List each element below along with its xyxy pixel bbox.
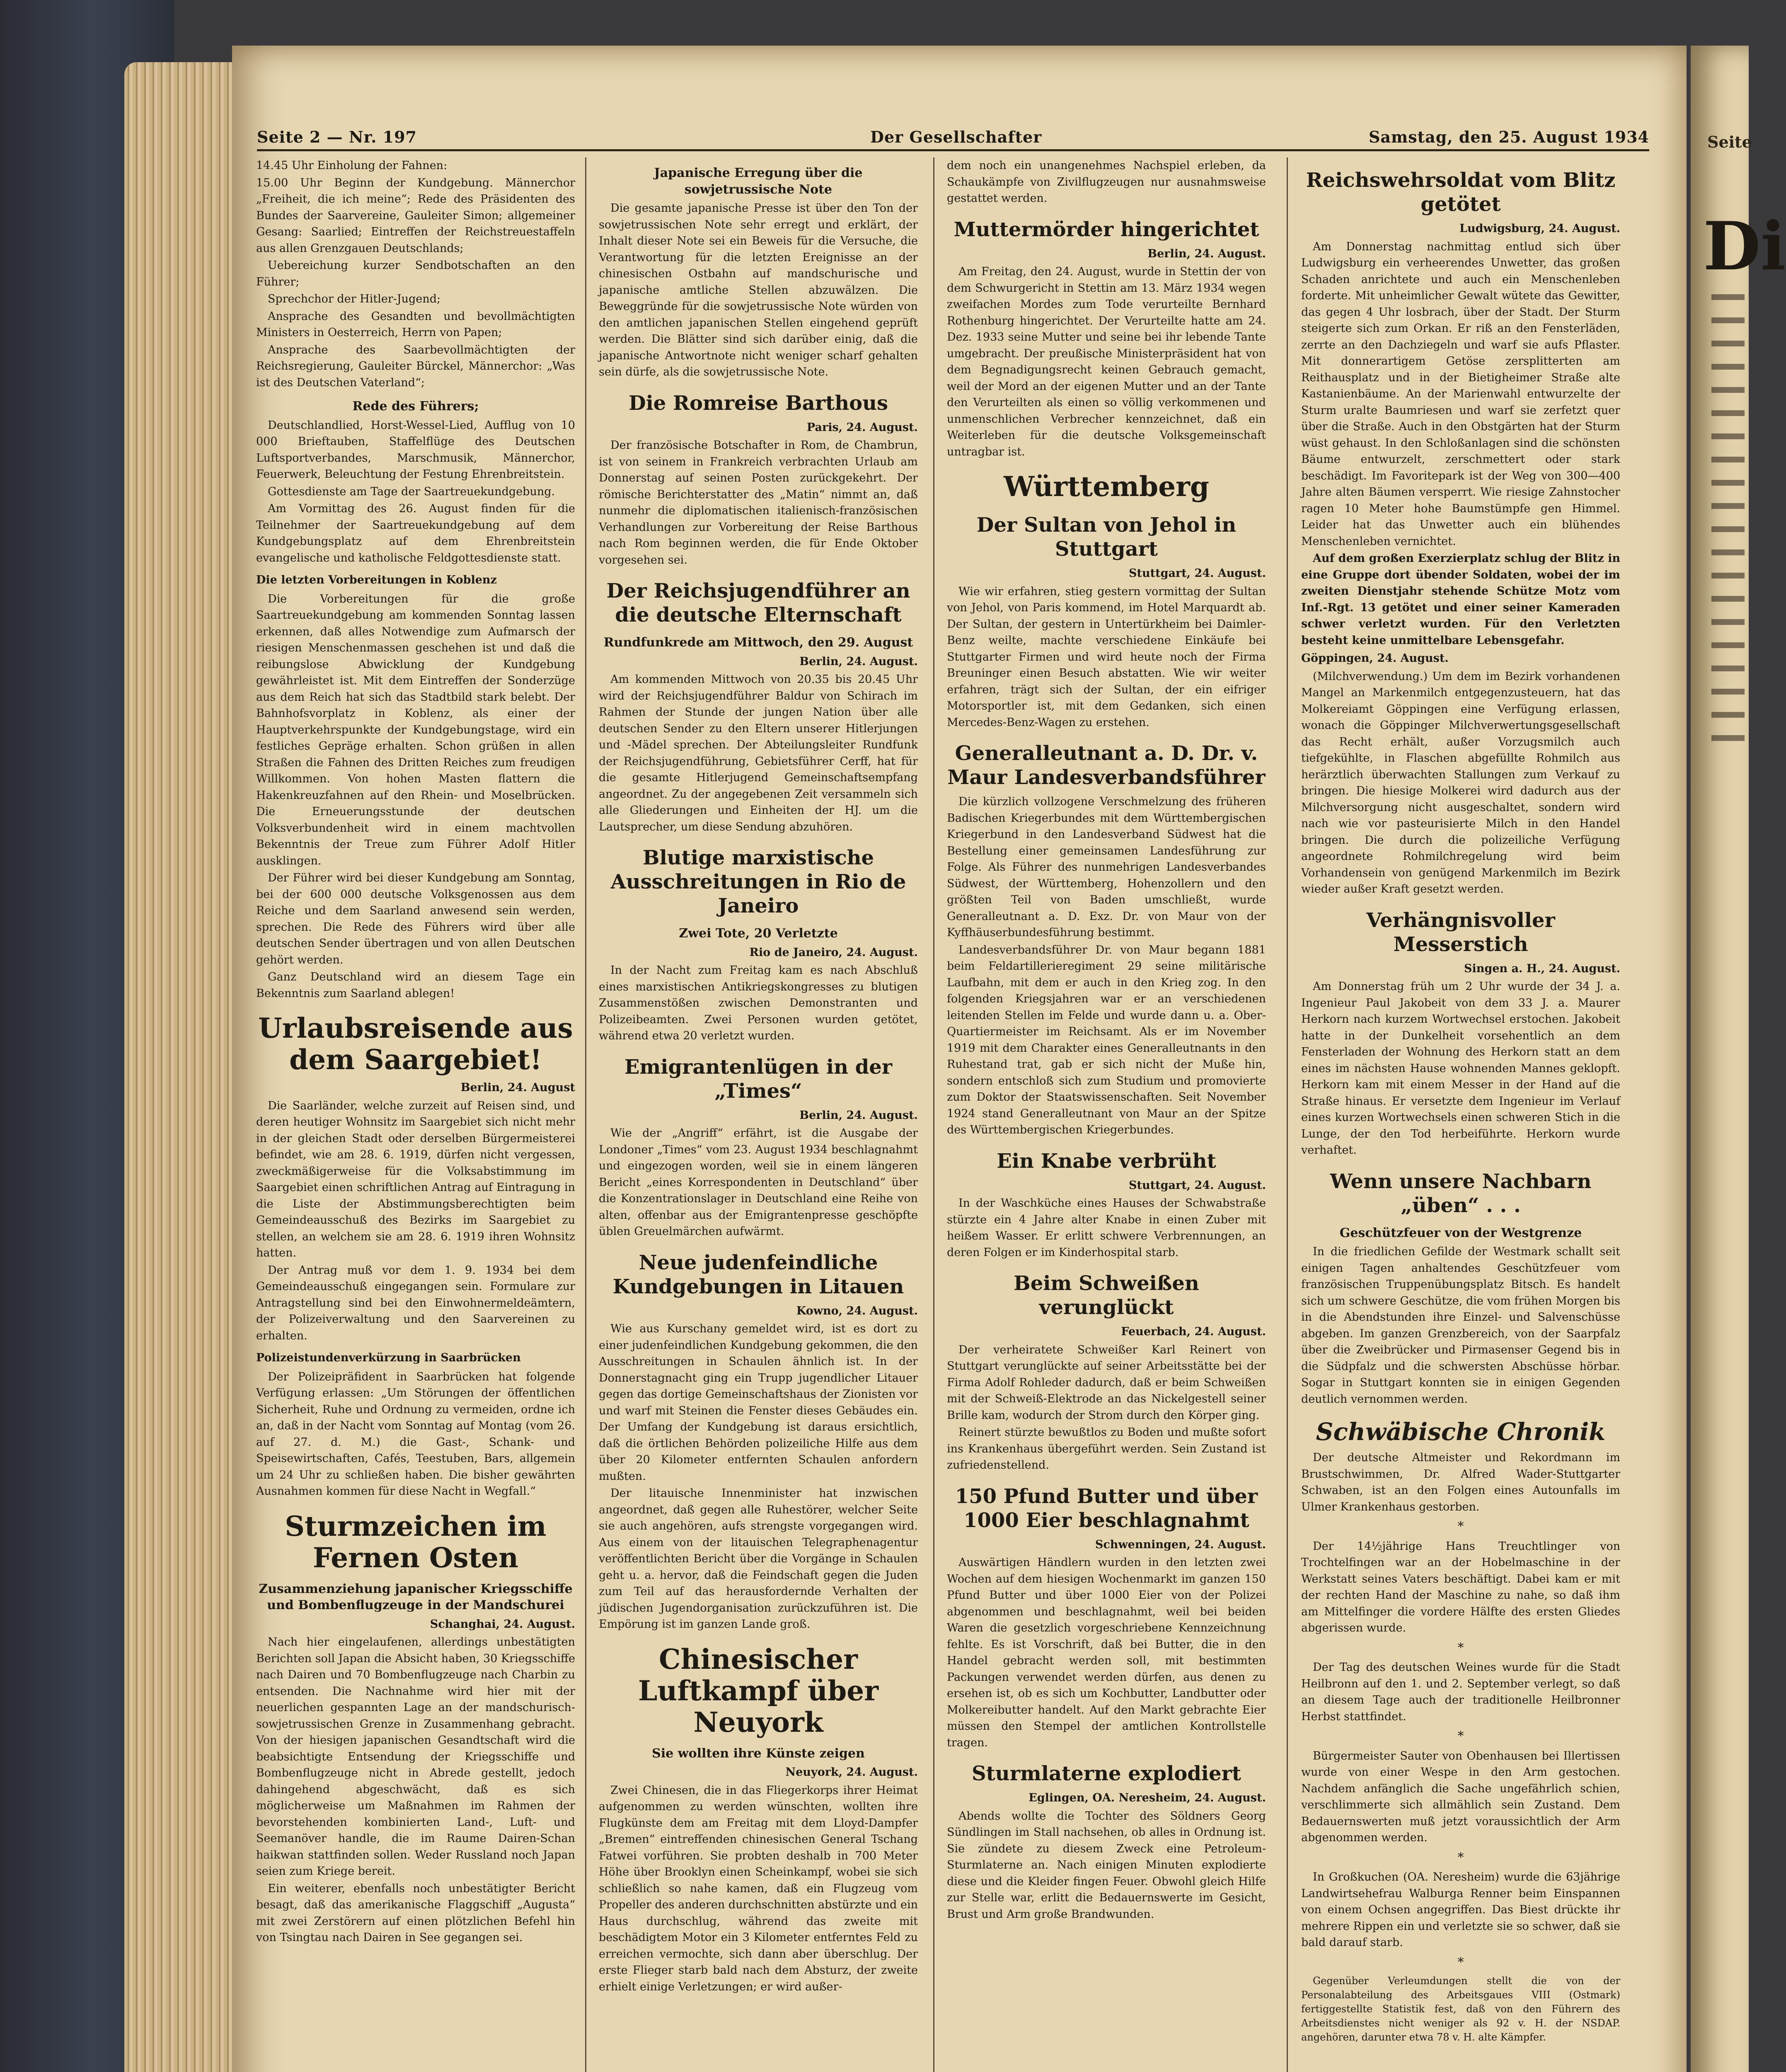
headline: Wenn unsere Nachbarn „üben“ . . . [1330,1169,1592,1217]
paragraph: Landesverbandsführer Dr. von Maur begann 1881 beim Feldartillerieregiment 29 seine militärische Laufbahn, mit dem er auch in den Krieg zog. In den folgenden Kriegsjahren war er an verschiedenen leitenden Stellen im Felde und wurde dann u. a. Ober-Quartiermeister im Reichsamt. Als er im November 1919 mit dem Charakter eines Generalleutnants in den Ruhestand trat, gab er sich nicht der Muße hin, sondern entschloß sich zum Studium und promovierte zum Doktor der Staatswissenschaften. Seit November 1924 stand Generalleutnant von Maur an der Spitze des Württembergischen Kriegerbundes. [947,943,1266,1136]
headline: Der Sultan von Jehol in Stuttgart [976,513,1237,561]
paragraph: Rede des Führers; [352,399,479,414]
separator-star: * [1457,1850,1464,1865]
column-rule [1287,157,1288,2072]
headline: Ein Knabe verbrüht [997,1149,1216,1173]
paragraph: Der französische Botschafter in Rom, de Chambrun, ist von seinem in Frankreich verbrachten Urlaub am Donnerstag auf seinen Posten zurückgekehrt. Der römische Berichterstatter des „Matin“ nimmt an, daß nunmehr die diplomatischen italienisch-französischen Verhandlungen zur Vorbereitung der Reise Barthous nach Rom beginnen werden, die für Ende Oktober vorgesehen sei. [599,439,918,566]
dateline: Rio de Janeiro, 24. August. [749,946,918,959]
paragraph: Der deutsche Altmeister und Rekordmann im Brustschwimmen, Dr. Alfred Wader-Stuttgarter Schwaben, ist an den Folgen eines Autounfalls im Ulmer Krankenhaus gestorben. [1301,1451,1620,1513]
headline: Urlaubsreisende aus dem Saargebiet! [258,1012,573,1076]
paragraph: Wie der „Angriff“ erfährt, ist die Ausgabe der Londoner „Times“ vom 23. August 1934 beschlagnahmt und eingezogen worden, weil sie in einem längeren Bericht „eines Korrespondenten in Deutschland“ über die Konzentrationslager in Deutschland eine Reihe von alten, offenbar aus der Emigrantenpresse geschöpfte üblen Greuelmärchen aufwärmt. [599,1127,918,1238]
headline: Beim Schweißen verunglückt [1014,1272,1199,1319]
subheadline: Geschützfeuer von der Westgrenze [1339,1225,1582,1240]
next-page-label: Seite [1707,133,1752,151]
next-page-initial: Di [1703,207,1786,285]
page-number: Seite 2 — Nr. 197 [257,128,417,146]
dateline: Stuttgart, 24. August. [1129,1179,1266,1192]
dateline: Berlin, 24. August. [799,655,918,668]
paragraph: Am Donnerstag nachmittag entlud sich über Ludwigsburg ein verheerendes Unwetter, das großen Schaden anrichtete und auch ein Menschenleben forderte. Mit unheimlicher Gewalt wütete das Gewitter, das gegen 4 Uhr losbrach, über der Stadt. Der Sturm steigerte sich zum Orkan. Er riß an den Fensterläden, zerrte an den Dachziegeln und warf sie aufs Pflaster. Mit donnerartigem Getöse zersplitterten am Reithausplatz und in der Bietigheimer Straße alte Kastanienbäume. An der Marienwahl entwurzelte der Sturm uralte Baumriesen und warf sie zerfetzt quer über die Straße. Auch in den Obstgärten hat der Sturm wüst gehaust. In den Schloßanlagen sind die schönsten Bäume entwurzelt, zerschmettert oder stark beschädigt. Im Favoritepark ist der Weg von 300—400 Jahre alten Bäumen versperrt. Wie riesige Zahnstocher ragen 10 Meter hohe Baumstümpfe gen Himmel. Leider hat das Unwetter auch ein blühendes Menschenleben vernichtet. [1301,240,1620,548]
paragraph: Am kommenden Mittwoch von 20.35 bis 20.45 Uhr wird der Reichsjugendführer Baldur von Schirach im Rahmen der Stunde der jungen Nation über alle deutschen Sender zu den Eltern unserer Hitlerjungen und -Mädel sprechen. Der Abteilungsleiter Rundfunk der Reichsjugendführung, Gebietsführer Cerff, hat für die gesamte Hitlerjugend Gemeinschaftsempfang angeordnet. Zu der angegebenen Zeit versammeln sich alle Gliederungen und Einheiten der HJ. um die Lautsprecher, um diese Sendung abzuhören. [599,673,918,833]
headline: Sturmlaterne explodiert [971,1762,1241,1785]
paragraph: dem noch ein unangenehmes Nachspiel erleben, da Schaukämpfe von Zivilflugzeugen nur ausnahmsweise gestattet werden. [947,159,1266,205]
headline: Verhängnisvoller Messerstich [1366,908,1555,956]
column-4 [1301,157,1620,2072]
separator-star: * [1457,1519,1464,1534]
paragraph: Wie wir erfahren, stieg gestern vormittag der Sultan von Jehol, von Paris kommend, im Hotel Marquardt ab. Der Sultan, der gestern in Untertürkheim bei Daimler-Benz weilte, machte verschiedene Einkäufe bei Stuttgarter Firmen und wird heute noch der Firma Breuninger einen Besuch abstatten. Wie wir weiter erfahren, trägt sich der Sultan, der ein eifriger Motorsportler ist, mit dem Gedanken, sich einen Mercedes-Benz-Wagen zu erstehen. [947,585,1266,729]
headline: Sturmzeichen im Fernen Osten [285,1510,547,1574]
paragraph: Der litauische Innenminister hat inzwischen angeordnet, daß gegen alle Ruhestörer, welcher Seite sie auch angehören, aufs strengste vorgegangen wird. Aus einem von der litauischen Telegraphenagentur veröffentlichten Bericht über die Vorgänge in Schaulen geht u. a. hervor, daß die Feindschaft gegen die Juden zum Teil auf das herausfordernde Verhalten der jüdischen Jugendorganisation zurückzuführen ist. Die Empörung ist im ganzen Lande groß. [599,1487,918,1631]
paragraph: Der Führer wird bei dieser Kundgebung am Sonntag, bei der 600 000 deutsche Volksgenossen aus dem Reiche und dem Saarland anwesend sein werden, sprechen. Die Rede des Führers wird über alle deutschen Sender übertragen und von allen Deutschen gehört werden. [256,871,575,966]
paragraph: Auswärtigen Händlern wurden in den letzten zwei Wochen auf dem hiesigen Wochenmarkt im ganzen 150 Pfund Butter und über 1000 Eier von der Polizei abgenommen und beschlagnahmt, weil bei beiden Waren die gesetzlich vorgeschriebene Kennzeichnung fehlte. Es ist Vorschrift, daß bei Butter, die in den Handel gebracht werden soll, mit bestimmten Packungen verwendet werden dürfen, aus denen zu ersehen ist, ob es sich um Kochbutter, Landbutter oder Molkereibutter handelt. Auf den Markt gebrachte Eier müssen den Stempel der amtlichen Kontrollstelle tragen. [947,1556,1266,1749]
paragraph: Ansprache des Gesandten und bevollmächtigten Ministers in Oesterreich, Herrn von Papen; [256,310,575,339]
paragraph: Deutschlandlied, Horst-Wessel-Lied, Aufflug von 10 000 Brieftauben, Staffelflüge des Deutschen Luftsportverbandes, Marschmusik, Männerchor, Feuerwerk, Beleuchtung der Festung Ehrenbreitstein. [256,419,575,481]
next-page-edge [1691,46,1786,2072]
headline: Blutige marxistische Ausschreitungen in Rio de Janeiro [610,846,906,917]
subheadline: Zwei Tote, 20 Verletzte [679,926,838,941]
dateline: Berlin, 24. August. [1147,247,1266,260]
paragraph: Zwei Chinesen, die in das Fliegerkorps ihrer Heimat aufgenommen zu werden wünschten, wollten ihre Flugkünste dem am Freitag mit dem Lloyd-Dampfer „Bremen“ eintreffenden chinesischen General Tschang Fatwei vorführen. Sie probten deshalb in 700 Meter Höhe über Brooklyn einen Scheinkampf, wobei sie sich schließlich so nahe kamen, daß ein Flugzeug vom Propeller des anderen durchschnitten abstürzte und ein Haus durchschlug, während das zweite mit beschädigtem Motor ein 3 Kilometer entferntes Feld zu erreichen vermochte, sich dann aber überschlug. Der erste Flieger starb bald nach dem Absturz, der zweite erhielt einige Verletzungen; er wird außer- [599,1784,918,1993]
column-3 [947,157,1266,2072]
dateline: Kowno, 24. August. [796,1304,918,1317]
paragraph: Am Freitag, den 24. August, wurde in Stettin der von dem Schwurgericht in Stettin am 13. März 1934 wegen zweifachen Mordes zum Tode verurteilte Bernhard Rothenburg hingerichtet. Der Verurteilte hatte am 24. Dez. 1933 seine Mutter und seine bei ihr lebende Tante umgebracht. Der preußische Ministerpräsident hat von dem Begnadigungsrecht keinen Gebrauch gemacht, weil der Mord an der eigenen Mutter und an der Tante den Verurteilten als einen so völlig verkommenen und unmenschlichen Verbrecher kennzeichnet, daß ein Weiterleben für die deutsche Volksgemeinschaft untragbar ist. [947,265,1266,458]
section-title: Schwäbische Chronik [1316,1418,1606,1446]
headline: Neue judenfeindliche Kundgebungen in Litauen [612,1251,904,1298]
paragraph: Der Tag des deutschen Weines wurde für die Stadt Heilbronn auf den 1. und 2. September verlegt, so daß an diesem Tage auch der traditionelle Heilbronner Herbst stattfindet. [1301,1661,1620,1723]
paragraph: Ganz Deutschland wird an diesem Tage ein Bekenntnis zum Saarland ablegen! [256,971,575,1000]
dateline: Ludwigsburg, 24. August. [1459,222,1620,235]
paragraph: 15.00 Uhr Beginn der Kundgebung. Männerchor „Freiheit, die ich meine“; Rede des Präsidenten des Bundes der Saarvereine, Gauleiter Simon; allgemeiner Gesang: Saarlied; Eintreffen der Reichstreuestaffeln aus allen Grenzgauen Deutschlands; [256,176,575,255]
headline: Die Romreise Barthous [628,391,888,415]
paragraph: Wie aus Kurschany gemeldet wird, ist es dort zu einer judenfeindlichen Kundgebung gekommen, die den Ausschreitungen in Schaulen ähnlich ist. In der Donnerstagnacht ging ein Trupp jugendlicher Litauer gegen das dortige Gemeinschaftshaus der Zionisten vor und warf mit Steinen die Fenster dieses Gebäudes ein. Der Umfang der Kundgebung ist daraus ersichtlich, daß die örtlichen Behörden polizeiliche Hilfe aus dem über 20 Kilometer entfernten Schaulen anfordern mußten. [599,1322,918,1483]
dateline: Stuttgart, 24. August. [1129,567,1266,580]
dateline: Eglingen, OA. Neresheim, 24. August. [1029,1791,1266,1804]
dateline: Schanghai, 24. August. [430,1617,575,1631]
dateline: Singen a. H., 24. August. [1464,962,1620,975]
page-header [257,124,1649,151]
dateline: Berlin, 24. August. [799,1109,918,1122]
paragraph: In Großkuchen (OA. Neresheim) wurde die 63jährige Landwirtsehefrau Walburga Renner beim Einspannen von einem Ochsen angegriffen. Das Biest drückte ihr mehrere Rippen ein und verletzte sie so schwer, daß sie bald darauf starb. [1301,1871,1620,1949]
subheadline: Zusammenziehung japanischer Kriegsschiffe und Bombenflugzeuge in der Mandschurei [259,1581,573,1612]
separator-star: * [1457,1729,1464,1743]
paragraph: Die gesamte japanische Presse ist über den Ton der sowjetrussischen Note sehr erregt und erklärt, der Inhalt dieser Note sei ein Beweis für die Versuche, die Verantwortung für die letzten Ereignisse an der chinesischen Ostbahn auf mandschurische und japanische amtliche Stellen abzuwälzen. Die Beweggründe für die sowjetrussische Note würden von den amtlichen japanischen Stellen eingehend geprüft werden. Die Blätter sind sich darüber einig, daß die japanische Antwortnote nicht weniger scharf gehalten sein dürfe, als die sowjetrussische Note. [599,202,918,378]
paragraph: In der Waschküche eines Hauses der Schwabstraße stürzte ein 4 Jahre alter Knabe in einen Zuber mit heißem Wasser. Er erlitt schwere Verbrennungen, an deren Folgen er im Kinderhospital starb. [947,1197,1266,1259]
dateline: Schwenningen, 24. August. [1095,1538,1266,1551]
headline: Chinesischer Luftkampf über Neuyork [638,1643,878,1738]
dateline: Neuyork, 24. August. [785,1766,918,1779]
issue-date: Samstag, den 25. August 1934 [1368,128,1649,146]
paragraph: Der Antrag muß vor dem 1. 9. 1934 bei dem Gemeindeausschuß eingegangen sein. Formulare zur Antragstellung sind bei den Einwohnermeldeämtern, der Polizeiverwaltung und den Saarvereinen zu erhalten. [256,1264,575,1342]
paragraph: Der verheiratete Schweißer Karl Reinert von Stuttgart verunglückte auf seiner Arbeitsstätte bei der Firma Adolf Rohleder dadurch, daß er beim Schweißen mit der Schweiß-Elektrode an das Nickelgestell seiner Brille kam, wodurch der Strom durch den Körper ging. [947,1343,1266,1422]
paragraph: Abends wollte die Tochter des Söldners Georg Sündlingen im Stall nachsehen, ob alles in Ordnung ist. Sie zündete zu diesem Zweck eine Petroleum-Sturmlaterne an. Nach einigen Minuten explodierte diese und die Kleider fingen Feuer. Obwohl gleich Hilfe zur Stelle war, erlitt die Bedauernswerte im Gesicht, Brust und Arm große Brandwunden. [947,1809,1266,1921]
paragraph: Ansprache des Saarbevollmächtigten der Reichsregierung, Gauleiter Bürckel, Männerchor: „Was ist des Deutschen Vaterland“; [256,343,575,389]
separator-star: * [1457,1640,1464,1655]
paragraph: Gegenüber Verleumdungen stellt die von der Personalabteilung des Arbeitsgaues VIII (Ostmark) fertiggestellte Statistik fest, daß von den Führern des Arbeitsdienstes nicht weniger als 92 v. H. der NSDAP. angehören, darunter etwa 78 v. H. alte Kämpfer. [1301,1975,1620,2043]
subheading: Polizeistundenverkürzung in Saarbrücken [256,1351,521,1364]
paragraph: Uebereichung kurzer Sendbotschaften an den Führer; [256,259,575,288]
column-2 [599,157,918,2072]
paragraph: Ein weiterer, ebenfalls noch unbestätigter Bericht besagt, daß das amerikanische Flaggschiff „Augusta“ mit zwei Zerstörern auf einen plötzlichen Befehl hin von Tsingtau nach Dairen in See gegangen sei. [256,1882,575,1944]
headline: 150 Pfund Butter und über 1000 Eier beschlagnahmt [955,1484,1258,1532]
column-rule [585,157,586,2072]
subheadline: Sie wollten ihre Künste zeigen [652,1746,865,1761]
headline: Reichswehrsoldat vom Blitz getötet [1306,169,1616,216]
separator-star: * [1457,1955,1464,1970]
paragraph: Gottesdienste am Tage der Saartreuekundgebung. [268,485,555,498]
paragraph: Die kürzlich vollzogene Verschmelzung des früheren Badischen Kriegerbundes mit dem Württembergischen Kriegerbund in den Landesverband Südwest hat die Bestellung einer gemeinsamen Landesführung zur Folge. Als Führer des nunmehrigen Landesverbandes Südwest, der Württemberg, Hohenzollern und den größten Teil von Baden umschließt, wurde Generalleutnant a. D. Exz. Dr. von Maur von der Kyffhäuserbundesführung bestimmt. [947,795,1266,939]
headline: Muttermörder hingerichtet [954,218,1259,241]
subheading: Die letzten Vorbereitungen in Koblenz [256,574,497,586]
paragraph: Die Vorbereitungen für die große Saartreuekundgebung am kommenden Sonntag lassen erkennen, daß alles Notwendige zum Aufmarsch der riesigen Menschenmassen geschehen ist und daß die reibungslose Abwicklung der Kundgebung gewährleistet ist. Mit dem Eintreffen der Sonderzüge aus dem Reich hat sich das Stadtbild stark belebt. Der Bahnhofsvorplatz in Koblenz, als einer der Hauptverkehrspunkte der Kundgebungstage, wird ein festliches Gepräge erhalten. Schon grüßen in allen Straßen die Fahnen des Dritten Reiches zum freudigen Willkommen. Von hohen Masten flattern die Hakenkreuzfahnen auf den Rhein- und Moselbrücken. Die Erneuerungsstunde der deutschen Volksverbundenheit wird in einem machtvollen Bekenntnis der Treue zum Führer Adolf Hitler ausklingen. [256,592,575,867]
dateline: Paris, 24. August. [806,421,918,434]
paragraph: In der Nacht zum Freitag kam es nach Abschluß eines marxistischen Antikriegskongresses zu blutigen Zusammenstößen zwischen Demonstranten und Polizeibeamten. Zwei Personen wurden getötet, während etwa 20 verletzt wurden. [599,964,918,1042]
dateline: Feuerbach, 24. August. [1121,1325,1266,1338]
paragraph: Auf dem großen Exerzierplatz schlug der Blitz in eine Gruppe dort übender Soldaten, wobei der im zweiten Dienstjahr stehende Schütze Motz vom Inf.-Rgt. 13 getötet und einer seiner Kameraden schwer verletzt wurden. Für den Verletzten besteht keine unmittelbare Lebensgefahr. [1301,552,1620,647]
subheadline: Rundfunkrede am Mittwoch, den 29. August [603,635,913,650]
newspaper-title: Der Gesellschafter [870,128,1042,146]
paragraph: Sprechchor der Hitler-Jugend; [268,293,441,305]
paragraph: Bürgermeister Sauter von Obenhausen bei Illertissen wurde von einer Wespe in den Arm gestochen. Nachdem anfänglich die Sache ungefährlich schien, verschlimmerte sich allmählich sein Zustand. Dem Bedauernswerten muß jetzt voraussichtlich der Arm abgenommen werden. [1301,1749,1620,1844]
paragraph: In die friedlichen Gefilde der Westmark schallt seit einigen Tagen anhaltendes Geschützfeuer vom französischen Truppenübungsplatz Bitsch. Es handelt sich um schwere Geschütze, die vom frühen Morgen bis in die Abendstunden ihre Einzel- und Salvenschüsse abgeben. Im ganzen Grenzbereich, von der Saarpfalz über die Zweibrücker und Pirmasenser Gegend bis in die Südpfalz und die schwersten Abschüsse hörbar. Sogar in Stuttgart konnten sie in einigen Gegenden deutlich vernommen werden. [1301,1245,1620,1406]
paragraph: 14.45 Uhr Einholung der Fahnen: [256,159,448,172]
paragraph: Am Vormittag des 26. August finden für die Teilnehmer der Saartreuekundgebung auf dem Kundgebungsplatz auf dem Ehrenbreitstein evangelische und katholische Feldgottesdienste statt. [256,502,575,564]
column-rule [933,157,934,2072]
dateline: Göppingen, 24. August. [1301,652,1449,665]
dateline: Berlin, 24. August [460,1081,575,1094]
paragraph: Nach hier eingelaufenen, allerdings unbestätigten Berichten soll Japan die Absicht haben, 30 Kriegsschiffe nach Dairen und 70 Bombenflugzeuge nach Charbin zu entsenden. Die Nachnahme wird hier mit der neuerlichen gespannten Lage an der mandschurisch-sowjetrussischen Grenze in Zusammenhang gebracht. Von der hiesigen japanischen Gesandtschaft wird die beabsichtigte Entsendung der Kriegsschiffe und Bombenflugzeuge nicht in Abrede gestellt, jedoch dahingehend abgeschwächt, daß es sich möglicherweise um Maßnahmen im Rahmen der bevorstehenden kombinierten Land-, Luft- und Seemanöver handle, die im Raume Dairen-Schan haikwan stattfinden sollen. Weder Russland noch Japan seien zum Kriege bereit. [256,1636,575,1878]
paragraph: Der 14½jährige Hans Treuchtlinger von Trochtelfingen war an der Hobelmaschine in der Werkstatt seines Vaters beschäftigt. Dabei kam er mit der rechten Hand der Maschine zu nahe, so daß ihm am Mittelfinger die vordere Hälfte des ersten Gliedes abgerissen wurde. [1301,1539,1620,1634]
headline: Der Reichsjugendführer an die deutsche Elternschaft [606,579,910,627]
headline: Generalleutnant a. D. Dr. v. Maur Landesverbandsführer [947,742,1266,789]
paragraph: Reinert stürzte bewußtlos zu Boden und mußte sofort ins Krankenhaus übergeführt werden. Sein Zustand ist zufriedenstellend. [947,1426,1266,1472]
headline: Emigrantenlügen in der „Times“ [624,1055,893,1103]
paragraph: Am Donnerstag früh um 2 Uhr wurde der 34 J. a. Ingenieur Paul Jakobeit von dem 33 J. a. Maurer Herkorn nach kurzem Wortwechsel erstochen. Jakobeit hatte in der Dunkelheit vorsehentlich an dem Fensterladen der Wohnung des Herkorn statt an dem eines im nächsten Hause wohnenden Mannes geklopft. Herkorn kam mit einem Messer in der Hand auf die Straße hinaus. Er versetzte dem Ingenieur im Verlauf eines kurzen Wortwechsels einen schweren Stich in die Lunge, der den Tod herbeiführte. Herkorn wurde verhaftet. [1301,980,1620,1157]
paragraph: Die Saarländer, welche zurzeit auf Reisen sind, und deren heutiger Wohnsitz im Saargebiet sich nicht mehr in der gleichen Stadt oder derselben Bürgermeisterei befindet, wie am 28. 6. 1919, dürfen nicht vergessen, zweckmäßigerweise für die Volksabstimmung im Saargebiet einen schriftlichen Antrag auf Eintragung in die Liste der Abstimmungsberechtigten beim Gemeindeausschuß des Bezirks im Saargebiet zu stellen, an welchem sie am 28. 6. 1919 ihren Wohnsitz hatten. [256,1099,575,1259]
column-1 [256,157,575,2072]
section-title: Württemberg [1003,470,1210,503]
paragraph: (Milchverwendung.) Um dem im Bezirk vorhandenen Mangel an Markenmilch entgegenzusteuern, hat das Molkereiamt Göppingen eine Verfügung erlassen, wonach die Göppinger Milchverwertungsgesellschaft das Recht erhält, außer Vorzugsmilch auch tiefgekühlte, in Flaschen abgefüllte Rohmilch aus herärztlich überwachten Stallungen zum Verkauf zu bringen. Die hiesige Molkerei wird dadurch aus der Milchversorgung nicht ausgeschaltet, sondern wird nach wie vor pasteurisierte Milch in den Handel bringen. Die durch die polizeiliche Verfügung angeordnete Rohmilchregelung wird beim Vorhandensein von genügend Markenmilch im Bezirk wieder außer Kraft gesetzt werden. [1301,670,1620,896]
paragraph: Der Polizeipräfident in Saarbrücken hat folgende Verfügung erlassen: „Um Störungen der öffentlichen Sicherheit, Ruhe und Ordnung zu vermeiden, ordne ich an, daß in der Nacht vom Sonntag auf Montag (vom 26. auf 27. d. M.) die Gast-, Schank- und Speisewirtschaften, Cafés, Teestuben, Bars, allgemein um 24 Uhr zu schließen haben. Die bisher gewährten Ausnahmen kommen für diese Nacht in Wegfall.“ [256,1370,575,1498]
subheading: Japanische Erregung über die sowjetrussische Note [654,166,863,197]
next-page-text-lines [1711,294,1761,758]
